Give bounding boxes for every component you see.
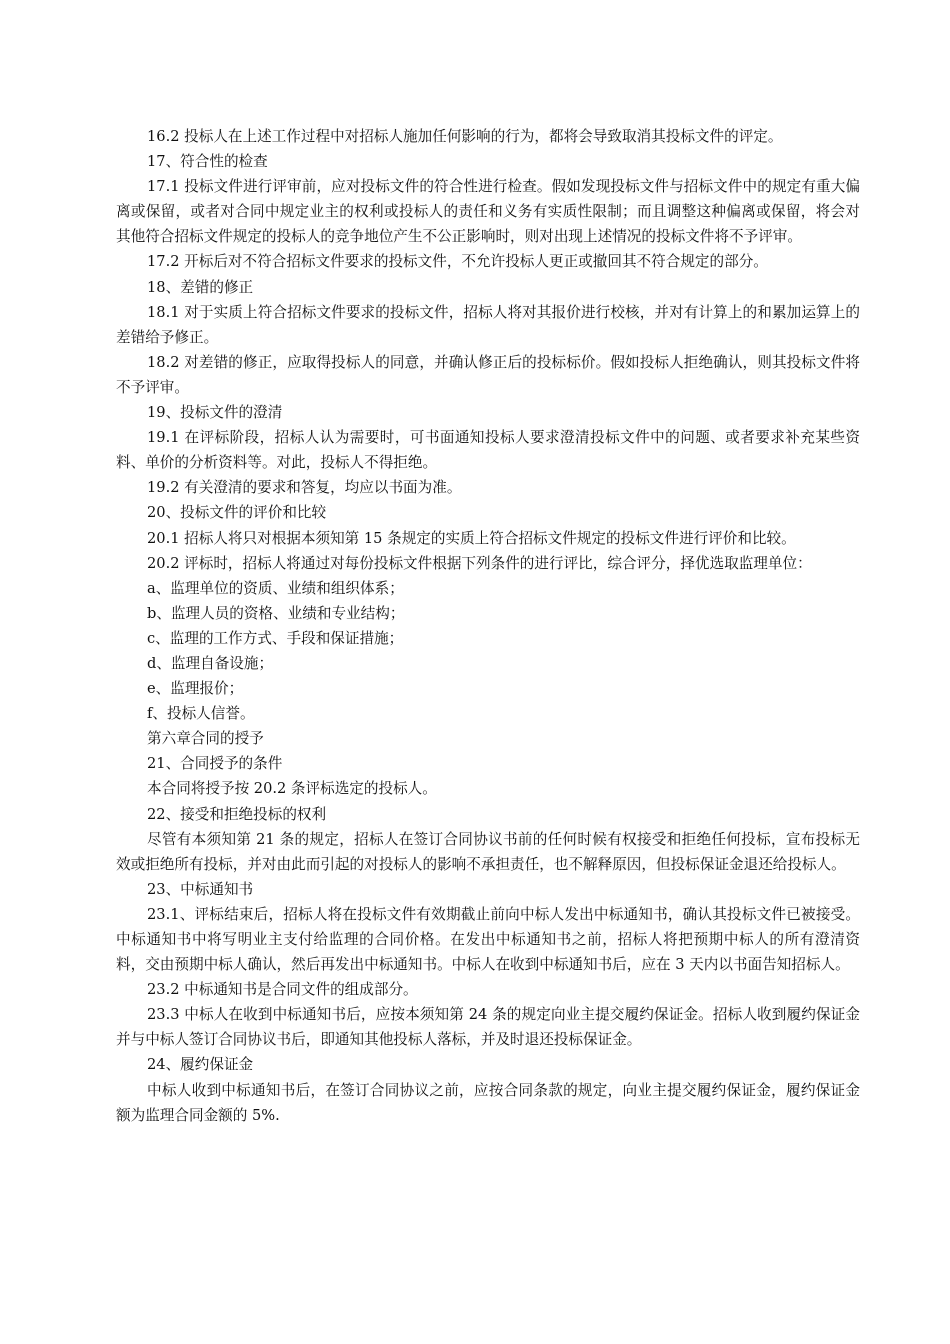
paragraph-17-2: 17.2 开标后对不符合招标文件要求的投标文件，不允许投标人更正或撤回其不符合规定的部分。 — [147, 253, 768, 271]
paragraph-16-2: 16.2 投标人在上述工作过程中对招标人施加任何影响的行为，都将会导致取消其投标文件的评定。 — [147, 128, 783, 145]
list-item-a: a、监理单位的资质、业绩和组织体系； — [147, 579, 404, 597]
paragraph-23-1: 23.1、评标结束后，招标人将在投标文件有效期截止前向中标人发出中标通知书，确认其投标文件已被接受。中标通知书中将写明业主支付给监理的合同价格。在发出中标通知书之前，招标人将把预期中标人的所有澄清资料，交由预期中标人确认，然后再发出中标通知书。中标人在收到中标通知书后，应在 3 天内以书面告知招标人。 — [116, 905, 860, 974]
heading-18: 18、差错的修正 — [147, 278, 254, 296]
paragraph-24: 中标人收到中标通知书后，在签订合同协议之前，应按合同条款的规定，向业主提交履约保证金，履约保证金额为监理合同金额的 5%. — [116, 1081, 860, 1124]
list-item-c: c、监理的工作方式、手段和保证措施； — [147, 629, 404, 647]
heading-20: 20、投标文件的评价和比较 — [147, 504, 327, 522]
paragraph-23-2: 23.2 中标通知书是合同文件的组成部分。 — [147, 981, 418, 999]
list-item-b: b、监理人员的资格、业绩和专业结构； — [147, 604, 405, 622]
list-item-e: e、监理报价； — [147, 680, 244, 698]
paragraph-18-2: 18.2 对差错的修正，应取得投标人的同意，并确认修正后的投标标价。假如投标人拒绝确认，则其投标文件将不予评审。 — [116, 353, 860, 396]
paragraph-19-2: 19.2 有关澄清的要求和答复，均应以书面为准。 — [147, 479, 462, 497]
heading-23: 23、中标通知书 — [147, 880, 254, 898]
heading-19: 19、投标文件的澄清 — [147, 404, 283, 422]
heading-21: 21、合同授予的条件 — [147, 755, 283, 773]
paragraph-19-1: 19.1 在评标阶段，招标人认为需要时，可书面通知投标人要求澄清投标文件中的问题、或者要求补充某些资料、单价的分析资料等。对此，投标人不得拒绝。 — [116, 429, 860, 472]
paragraph-20-2: 20.2 评标时，招标人将通过对每份投标文件根据下列条件的进行评比，综合评分，择优选取监理单位： — [147, 554, 812, 572]
heading-17: 17、符合性的检查 — [147, 153, 268, 171]
paragraph-21: 本合同将授予按 20.2 条评标选定的投标人。 — [147, 780, 437, 798]
document-body — [116, 124, 860, 1128]
heading-22: 22、接受和拒绝投标的权利 — [147, 805, 327, 823]
paragraph-20-1: 20.1 招标人将只对根据本须知第 15 条规定的实质上符合招标文件规定的投标文件进行评价和比较。 — [147, 529, 796, 547]
paragraph-17-1: 17.1 投标文件进行评审前，应对投标文件的符合性进行检查。假如发现投标文件与招标文件中的规定有重大偏离或保留，或者对合同中规定业主的权利或投标人的责任和义务有实质性限制；而且调整这种偏离或保留，将会对其他符合招标文件规定的投标人的竞争地位产生不公正影响时，则对出现上述情况的投标文件将不予评审。 — [116, 178, 860, 246]
list-item-d: d、监理自备设施； — [147, 654, 274, 672]
chapter-6-heading: 第六章合同的授予 — [147, 730, 264, 748]
list-item-f: f、投标人信誉。 — [147, 705, 255, 723]
heading-24: 24、履约保证金 — [147, 1056, 254, 1074]
paragraph-23-3: 23.3 中标人在收到中标通知书后，应按本须知第 24 条的规定向业主提交履约保证金。招标人收到履约保证金并与中标人签订合同协议书后，即通知其他投标人落标，并及时退还投标保证金。 — [116, 1006, 860, 1049]
paragraph-22: 尽管有本须知第 21 条的规定，招标人在签订合同协议书前的任何时候有权接受和拒绝任何投标，宣布投标无效或拒绝所有投标，并对由此而引起的对投标人的影响不承担责任，也不解释原因，但投标保证金退还给投标人。 — [116, 830, 860, 873]
paragraph-18-1: 18.1 对于实质上符合招标文件要求的投标文件，招标人将对其报价进行校核，并对有计算上的和累加运算上的差错给予修正。 — [116, 303, 860, 346]
